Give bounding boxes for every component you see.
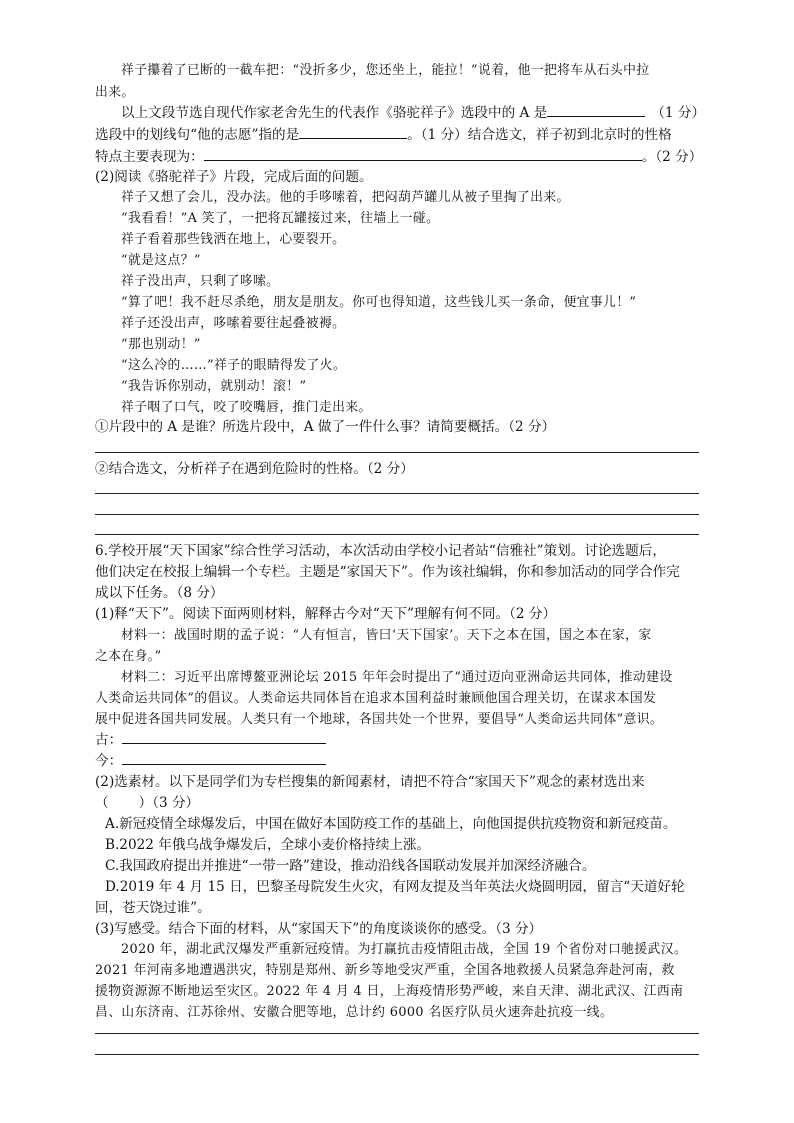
choice-paren-open: （ [95, 795, 109, 811]
option-c: C.我国政府提出并推进“一带一路”建设，推动沿线各国联动发展并加深经济融合。 [105, 858, 596, 874]
passage-tail-line2: 出来。 [95, 85, 135, 100]
answer-blank-zhiyuan[interactable] [299, 126, 407, 139]
q6-sub2-choice-row [95, 794, 199, 812]
intro-question-line3 [95, 148, 702, 166]
answer-line[interactable] [95, 1033, 699, 1034]
q6-intro-line2: 他们决定在校报上编辑一个专栏。主题是“家国天下”。作为该社编辑，你和参加活动的同学合作完 [95, 564, 680, 580]
excerpt-line: “那也别动！” [121, 337, 201, 352]
answer-line[interactable] [95, 534, 699, 535]
answer-line[interactable] [95, 452, 699, 453]
gu-label: 古： [95, 732, 123, 748]
option-a: A.新冠疫情全球爆发后，中国在做好本国防疫工作的基础上，向他国提供抗疫物资和新冠疫苗。 [105, 816, 677, 832]
choice-paren-close: ）（3 分） [138, 795, 200, 811]
part2-question1: ①片段中的 A 是谁？所选片段中，A 做了一件什么事？请简要概括。（2 分） [95, 419, 556, 435]
intro-q3-score: 。（2 分） [641, 149, 703, 165]
option-d: D.2019 年 4 月 15 日，巴黎圣母院发生火灾，有网友提及当年英法火烧圆明园，留言“天道好轮 [105, 879, 685, 895]
passage-tail-line1: 祥子攥着了已断的一截车把：“没折多少，您还坐上，能拉！”说着，他一把将车从石头中拉 [121, 63, 650, 78]
answer-blank-jin[interactable] [122, 752, 326, 765]
excerpt-line: “我看看！”A 笑了，一把将瓦罐接过来，往墙上一碰。 [121, 211, 440, 226]
excerpt-line: 祥子没出声，只剩了哆嗦。 [121, 274, 280, 289]
intro-question-line1 [121, 104, 705, 122]
material2-line2: 人类命运共同体”的倡议。人类命运共同体旨在追求本国利益时兼顾他国合理关切，在谋求本国发 [95, 691, 657, 706]
excerpt-line: 祥子又想了会儿，没办法。他的手哆嗦着，把闷葫芦罐儿从被子里掏了出来。 [121, 190, 570, 205]
answer-line[interactable] [95, 493, 699, 494]
option-d-continued: 回，苍天饶过谁”。 [95, 900, 211, 916]
gu-row [95, 731, 326, 749]
intro-q3-text: 特点主要表现为： [95, 149, 204, 165]
material2-line1: 材料二：习近平出席博鳌亚洲论坛 2015 年年会时提出了“通过迈向亚洲命运共同体，推动建设 [121, 670, 673, 685]
jin-label: 今： [95, 753, 123, 769]
q6-intro-line1: 6.学校开展“天下国家”综合性学习活动，本次活动由学校小记者站“信雅社”策划。讨论选题后， [95, 543, 666, 559]
answer-blank-gu[interactable] [122, 731, 326, 744]
option-b: B.2022 年俄乌战争爆发后，全球小麦价格持续上涨。 [105, 837, 431, 853]
intro-q1-text: 以上文段节选自现代作家老舍先生的代表作《骆驼祥子》选段中的 A 是 [121, 105, 548, 121]
material1-line2: 之本在身。” [95, 649, 162, 664]
material1-line1: 材料一：战国时期的孟子说：“人有恒言，皆曰‘天下国家’。天下之本在国，国之本在家，家 [121, 628, 652, 643]
intro-q1-score: （1 分） [651, 105, 706, 121]
excerpt-line: “这么冷的……”祥子的眼睛得发了火。 [121, 358, 347, 373]
intro-q2-text: 选段中的划线句“他的志愿”指的是 [95, 127, 300, 143]
material3-line4: 昌、山东济南、江苏徐州、安徽合肥等地，总计约 6000 名医疗队员火速奔赴抗疫一线。 [95, 1005, 614, 1020]
part2-heading: (2)阅读《骆驼祥子》片段，完成后面的问题。 [95, 169, 373, 185]
answer-line[interactable] [95, 1054, 699, 1055]
excerpt-line: “我告诉你别动，就别动！滚！” [121, 379, 307, 394]
intro-question-line2 [95, 126, 672, 144]
answer-blank-character[interactable] [204, 148, 642, 161]
answer-blank-a[interactable] [547, 104, 645, 117]
q6-sub2-heading: (2)选素材。以下是同学们为专栏搜集的新闻素材，请把不符合“家国天下”观念的素材选出来 [95, 774, 645, 790]
q6-sub3-heading: (3)写感受。结合下面的材料，从“家国天下”的角度谈谈你的感受。（3 分） [95, 921, 543, 937]
material3-line2: 2021 年河南多地遭遇洪灾，特别是郑州、新乡等地受灾严重，全国各地救援人员紧急奔赴河南，救 [95, 963, 675, 978]
material3-line1: 2020 年，湖北武汉爆发严重新冠疫情。为打赢抗击疫情阻击战，全国 19 个省份对口驰援武汉。 [121, 942, 688, 957]
part2-question2: ②结合选文，分析祥子在遇到危险时的性格。（2 分） [95, 461, 414, 477]
excerpt-line: 祥子看着那些钱洒在地上，心要裂开。 [121, 232, 346, 247]
material3-line3: 援物资源源不断地运至灾区。2022 年 4 月 4 日，上海疫情形势严峻，来自天津、湖北武汉、江西南 [95, 984, 684, 999]
excerpt-line: 祥子咽了口气，咬了咬嘴唇，推门走出来。 [121, 400, 372, 415]
excerpt-line: “算了吧！我不赶尽杀绝，朋友是朋友。你可也得知道，这些钱儿买一条命，便宜事儿！” [121, 295, 637, 310]
excerpt-line: 祥子还没出声，哆嗦着要往起叠被褥。 [121, 316, 346, 331]
material2-line3: 展中促进各国共同发展。人类只有一个地球，各国共处一个世界，要倡导“人类命运共同体”意识。 [95, 712, 664, 727]
q6-intro-line3: 成以下任务。（8 分） [95, 585, 224, 601]
excerpt-line: “就是这点？” [121, 253, 201, 268]
q6-sub1-heading: (1)释“天下”。阅读下面两则材料，解释古今对“天下”理解有何不同。（2 分） [95, 606, 557, 622]
intro-q2-tail: 。（1 分）结合选文，祥子初到北京时的性格 [407, 127, 672, 143]
jin-row [95, 752, 326, 770]
answer-line[interactable] [95, 514, 699, 515]
